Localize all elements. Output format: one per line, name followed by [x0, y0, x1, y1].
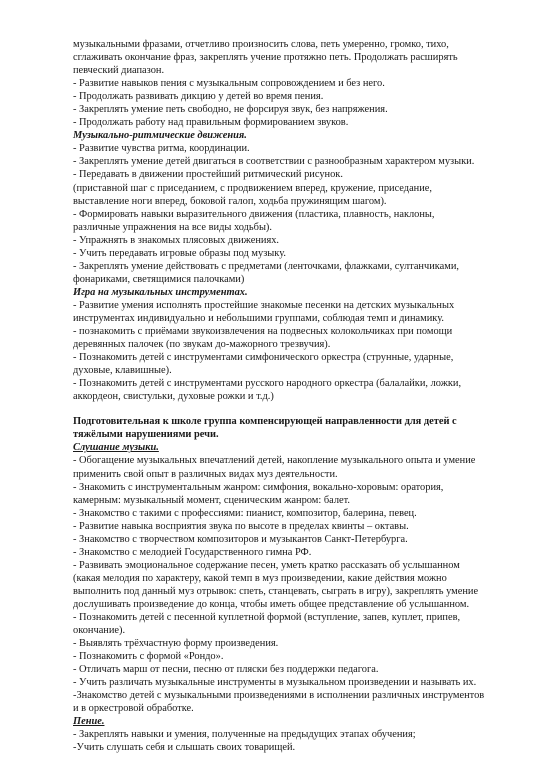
text-line: - Знакомство с творчеством композиторов и музыкантов Санкт-Петербурга. [73, 533, 408, 545]
text-line: - Учить различать музыкальные инструменты в музыкальном произведении и называть их. [73, 677, 477, 689]
text-line: - Передавать в движении простейший ритмический рисунок. [73, 169, 343, 181]
section-spacer [73, 403, 493, 415]
text-line: - познакомить с приёмами звукоизвлечения на подвесных колокольчиках при помощи [73, 326, 453, 338]
rhythm-block [73, 142, 493, 286]
intro-block [73, 38, 493, 129]
document-page [73, 38, 493, 755]
section-title: Подготовительная к школе группа компенсирующей направленности для детей с [73, 416, 457, 428]
text-line: - Обогащение музыкальных впечатлений детей, накопление музыкального опыта и умение [73, 455, 476, 467]
listening-heading: Слушание музыки. [73, 442, 159, 454]
text-line: - Познакомить детей с песенной куплетной формой (вступление, запев, куплет, припев, [73, 612, 461, 624]
text-line: деревянных палочек (по звукам до-мажорного трезвучия). [73, 339, 331, 351]
text-line: - Знакомство с такими с профессиями: пианист, композитор, балерина, певец. [73, 507, 417, 519]
text-line: и в оркестровой обработке. [73, 703, 194, 715]
text-line: - Отличать марш от песни, песню от пляски без поддержки педагога. [73, 664, 379, 676]
text-line: - Знакомство с мелодией Государственного гимна РФ. [73, 546, 312, 558]
text-line: сглаживать окончание фраз, закреплять учение протяжно петь. Продолжать расширять [73, 52, 458, 64]
text-line: - Познакомить детей с инструментами симфонического оркестра (струнные, ударные, [73, 352, 454, 364]
text-line: - Выявлять трёхчастную форму произведения. [73, 638, 279, 650]
text-line: -Учить слушать себя и слышать своих товарищей. [73, 742, 296, 754]
text-line: инструментах индивидуально и небольшими группами, соблюдая темп и динамику. [73, 312, 444, 324]
listening-block [73, 454, 493, 715]
text-line: выставление ноги вперед, боковой галоп, ходьба пружинящим шагом). [73, 195, 387, 207]
text-line: - Познакомить с формой «Рондо». [73, 651, 224, 663]
text-line: выполнить под данный муз отрывок: спеть, станцевать, сыграть в игру), закреплять умение [73, 585, 479, 597]
text-line: (какая мелодия по характеру, какой темп в муз произведении, какие действия можно [73, 572, 447, 584]
text-line: - Учить передавать игровые образы под музыку. [73, 247, 286, 259]
text-line: (приставной шаг с приседанием, с продвижением вперед, кружение, приседание, [73, 182, 433, 194]
text-line: - Знакомить с инструментальным жанром: симфония, вокально-хоровым: оратория, [73, 481, 444, 493]
text-line: - Продолжать развивать дикцию у детей во время пения. [73, 91, 324, 103]
text-line: различные упражнения на все виды ходьбы). [73, 221, 272, 233]
text-line: применить свой опыт в различных видах муз деятельности. [73, 468, 338, 480]
text-line: дослушивать произведение до конца, чтобы иметь общее представление об услышанном. [73, 598, 470, 610]
text-line: - Развитие чувства ритма, координации. [73, 143, 250, 155]
text-line: - Познакомить детей с инструментами русского народного оркестра (балалайки, ложки, [73, 378, 462, 390]
text-line: аккордеон, свистульки, духовые рожки и т.д.) [73, 391, 274, 403]
rhythm-heading: Музыкально-ритмические движения. [73, 130, 247, 142]
text-line: - Развитие умения исполнять простейшие знакомые песенки на детских музыкальных [73, 299, 455, 311]
text-line: - Закреплять навыки и умения, полученные на предыдущих этапах обучения; [73, 729, 416, 741]
singing-heading: Пение. [73, 716, 105, 728]
text-line: - Развитие навыка восприятия звука по высоте в пределах квинты – октавы. [73, 520, 409, 532]
text-line: - Закреплять умение петь свободно, не форсируя звук, без напряжения. [73, 104, 388, 116]
text-line: духовые, клавишные). [73, 365, 172, 377]
text-line: - Формировать навыки выразительного движения (пластика, плавность, наклоны, [73, 208, 435, 220]
section-title: тяжёлыми нарушениями речи. [73, 429, 219, 441]
text-line: - Закреплять умение действовать с предметами (ленточками, флажками, султанчиками, [73, 260, 460, 272]
text-line: - Упражнять в знакомых плясовых движениях. [73, 234, 280, 246]
text-line: окончание). [73, 625, 126, 637]
text-line: - Развитие навыков пения с музыкальным сопровождением и без него. [73, 78, 385, 90]
text-line: - Развивать эмоциональное содержание песен, уметь кратко рассказать об услышанном [73, 559, 460, 571]
instruments-block [73, 299, 493, 403]
instruments-heading: Игра на музыкальных инструментах. [73, 286, 248, 298]
text-line: камерным: музыкальный момент, сценическим жанром: балет. [73, 494, 350, 506]
text-line: - Продолжать работу над правильным формированием звуков. [73, 117, 349, 129]
text-line: музыкальными фразами, отчетливо произносить слова, петь умеренно, громко, тихо, [73, 39, 449, 50]
text-line: -Знакомство детей с музыкальными произведениями в исполнении различных инструментов [73, 690, 485, 702]
singing-block [73, 728, 493, 754]
text-line: певческий диапазон. [73, 65, 165, 77]
text-line: - Закреплять умение детей двигаться в соответствии с разнообразным характером музыки. [73, 156, 475, 168]
text-line: фонариками, светящимися палочками) [73, 273, 245, 285]
